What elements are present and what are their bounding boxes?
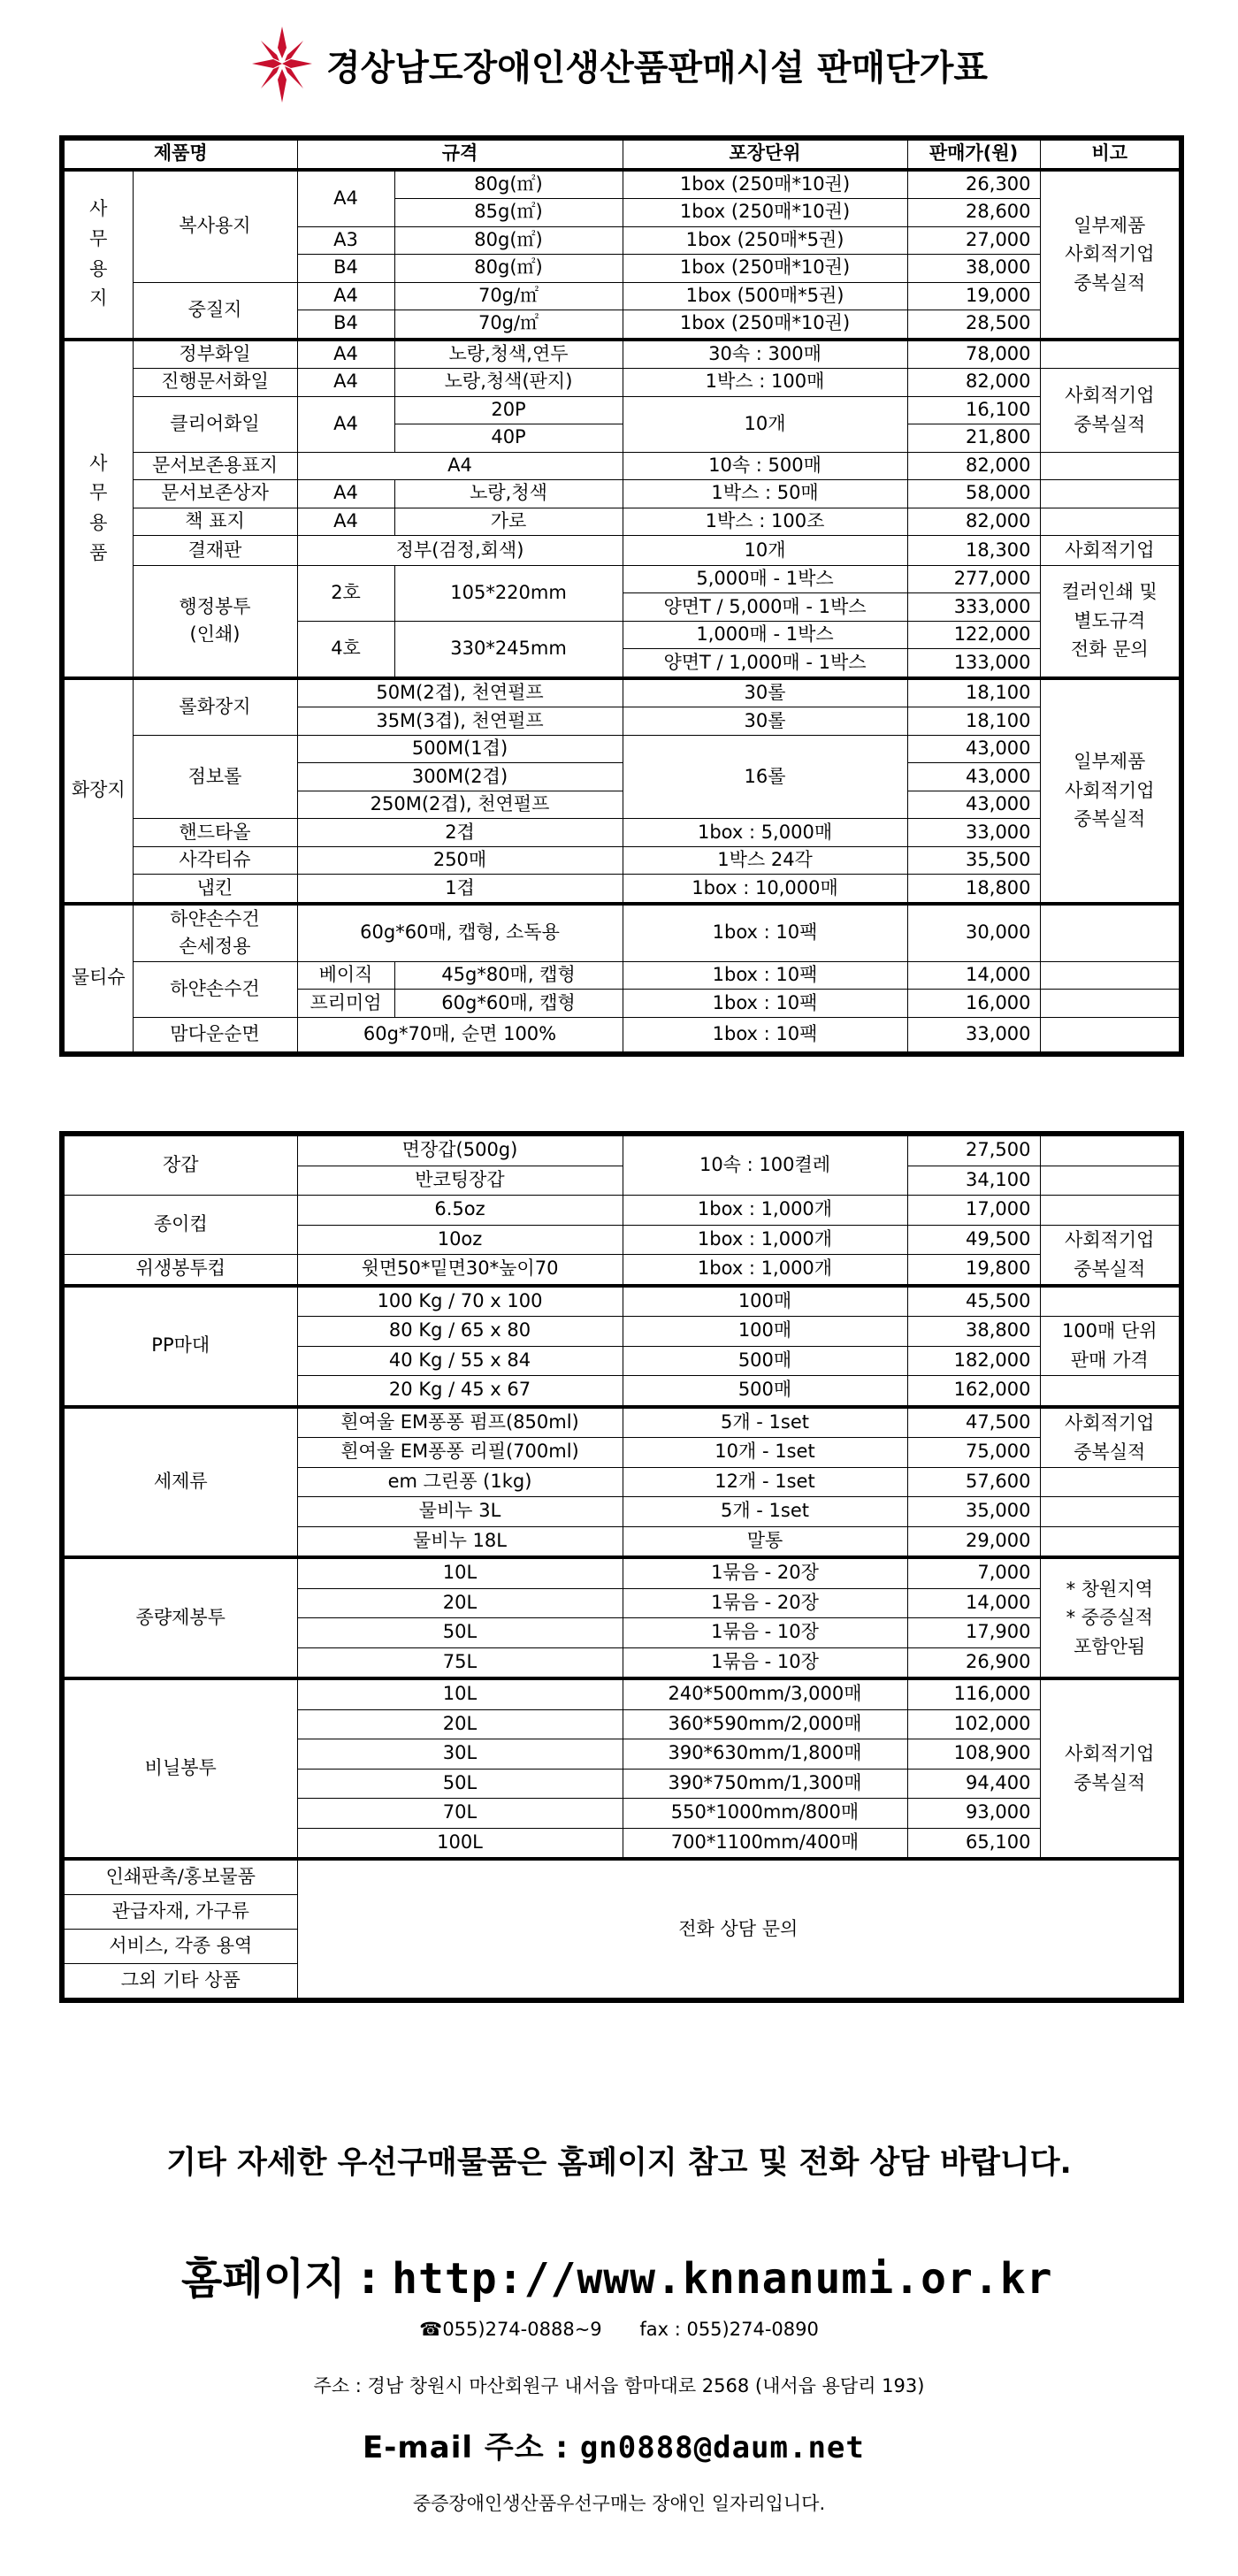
- table-row: [62, 452, 1181, 480]
- spec-cell: 20P: [394, 396, 623, 424]
- table-row: [62, 170, 1181, 199]
- spec-cell: 70g/㎡: [394, 310, 623, 340]
- price-cell: 18,800: [907, 875, 1040, 904]
- size-cell: A4: [297, 170, 394, 227]
- header-note: 비고: [1040, 138, 1181, 170]
- product-name-cell: 클리어화일: [133, 396, 297, 452]
- product-name-cell: 맘다운순면: [133, 1017, 297, 1054]
- price-cell: 82,000: [907, 452, 1040, 480]
- homepage-line: [181, 2244, 1053, 2305]
- price-cell: 14,000: [907, 961, 1040, 990]
- table-row: [62, 282, 1181, 310]
- misc-item: 인쇄판촉/홍보물품: [62, 1859, 297, 1895]
- pack-cell: 30롤: [623, 678, 907, 707]
- size-cell: A4: [297, 480, 394, 508]
- table-row: [62, 1017, 1181, 1054]
- pack-cell: 1box : 10팩: [623, 1017, 907, 1054]
- price-cell: 82,000: [907, 369, 1040, 397]
- price-cell: 35,500: [907, 846, 1040, 875]
- spec-cell: 가로: [394, 508, 623, 536]
- product-copy-paper: 복사용지: [133, 170, 297, 283]
- product-detergent: 세제류: [62, 1407, 297, 1558]
- price-cell: 26,900: [907, 1647, 1040, 1678]
- spec-cell: 물비누 3L: [297, 1497, 623, 1527]
- note-cell: [1040, 508, 1181, 536]
- spec-cell: 20L: [297, 1588, 623, 1618]
- pack-cell: 1box (250매*10권): [623, 255, 907, 283]
- price-cell: 47,500: [907, 1407, 1040, 1438]
- table-row: [62, 536, 1181, 566]
- spec-cell: A4: [297, 452, 623, 480]
- spec-cell: 30L: [297, 1739, 623, 1770]
- product-name-cell: 결재판: [133, 536, 297, 566]
- spec-cell: 50L: [297, 1618, 623, 1648]
- spec-cell: 250M(2겹), 천연펄프: [297, 791, 623, 819]
- homepage-link[interactable]: http://www.knnanumi.or.kr: [392, 2254, 1053, 2304]
- price-cell: 277,000: [907, 565, 1040, 593]
- size-cell: A4: [297, 369, 394, 397]
- pack-cell: 1box : 5,000매: [623, 819, 907, 847]
- spec-cell: 10L: [297, 1678, 623, 1709]
- email-label: E-mail 주소 :: [363, 2430, 580, 2465]
- spec-cell: 45g*80매, 캡형: [394, 961, 623, 990]
- size-cell: 2호: [297, 565, 394, 621]
- size-cell: B4: [297, 310, 394, 340]
- email-line: [363, 2423, 865, 2466]
- pack-cell: 1box : 10팩: [623, 990, 907, 1018]
- spec-cell: 100L: [297, 1828, 623, 1859]
- header-pack-unit: 포장단위: [623, 138, 907, 170]
- note-cell: [1040, 1286, 1181, 1317]
- grade-cell: 베이직: [297, 961, 394, 990]
- table-row: [62, 1678, 1181, 1709]
- size-cell: A4: [297, 508, 394, 536]
- spec-cell: em 그린퐁 (1kg): [297, 1467, 623, 1497]
- table-row: [62, 1134, 1181, 1166]
- pack-cell: 말통: [623, 1526, 907, 1557]
- spec-cell: 흰여울 EM퐁퐁 펌프(850ml): [297, 1407, 623, 1438]
- spec-cell: 100 Kg / 70 x 100: [297, 1286, 623, 1317]
- pack-cell: 양면T / 1,000매 - 1박스: [623, 649, 907, 678]
- pack-cell: 1box (250매*5권): [623, 226, 907, 255]
- pack-cell: 10개 - 1set: [623, 1438, 907, 1468]
- spec-cell: 60g*70매, 순면 100%: [297, 1017, 623, 1054]
- pack-cell: 1box : 1,000개: [623, 1225, 907, 1255]
- table-row: [62, 819, 1181, 847]
- note-cell: 사회적기업 중복실적: [1040, 369, 1181, 453]
- table-row: [62, 396, 1181, 424]
- pack-cell: 1박스 : 50매: [623, 480, 907, 508]
- note-cell: 일부제품 사회적기업 중복실적: [1040, 170, 1181, 340]
- table-row: [62, 1859, 1181, 1895]
- spec-cell: 10oz: [297, 1225, 623, 1255]
- spec-cell: 80g(㎡): [394, 226, 623, 255]
- spec-cell: 20 Kg / 45 x 67: [297, 1376, 623, 1407]
- spec-cell: 노랑,청색: [394, 480, 623, 508]
- spec-cell: 50L: [297, 1769, 623, 1799]
- note-cell: [1040, 1467, 1181, 1497]
- pack-cell: 500매: [623, 1346, 907, 1376]
- price-cell: 102,000: [907, 1709, 1040, 1739]
- price-cell: 43,000: [907, 735, 1040, 763]
- table-row: [62, 565, 1181, 593]
- page-header: [0, 16, 1238, 113]
- pack-cell: 1박스 : 100매: [623, 369, 907, 397]
- footer-message: 기타 자세한 우선구매물품은 홈페이지 참고 및 전화 상담 바랍니다.: [166, 2145, 1072, 2181]
- note-cell: 사회적기업 중복실적: [1040, 1225, 1181, 1286]
- pack-cell: 1box (250매*10권): [623, 199, 907, 227]
- product-name-cell: 문서보존용표지: [133, 452, 297, 480]
- note-cell: 사회적기업 중복실적: [1040, 1678, 1181, 1859]
- pack-cell: 700*1100mm/400매: [623, 1828, 907, 1859]
- price-cell: 162,000: [907, 1376, 1040, 1407]
- table-row: [62, 1407, 1181, 1438]
- price-table-2: [59, 1131, 1184, 2003]
- note-cell: [1040, 1166, 1181, 1196]
- price-cell: 38,800: [907, 1317, 1040, 1347]
- product-name-cell: 냅킨: [133, 875, 297, 904]
- spec-cell: 105*220mm: [394, 565, 623, 621]
- spec-cell: 70L: [297, 1799, 623, 1829]
- price-cell: 18,100: [907, 707, 1040, 736]
- spec-cell: 500M(1겹): [297, 735, 623, 763]
- table-row: [62, 1255, 1181, 1286]
- spec-cell: 2겹: [297, 819, 623, 847]
- table-row: [62, 369, 1181, 397]
- price-cell: 65,100: [907, 1828, 1040, 1859]
- pack-cell: 1box (250매*10권): [623, 310, 907, 340]
- spec-cell: 1겹: [297, 875, 623, 904]
- spec-cell: 면장갑(500g): [297, 1134, 623, 1166]
- note-cell: [1040, 340, 1181, 369]
- price-cell: 49,500: [907, 1225, 1040, 1255]
- address: 주소 : 경남 창원시 마산회원구 내서읍 함마대로 2568 (내서읍 용담리 193): [313, 2375, 925, 2396]
- spec-cell: 10L: [297, 1557, 623, 1588]
- note-cell: 사회적기업: [1040, 536, 1181, 566]
- spec-cell: 흰여울 EM퐁퐁 리필(700ml): [297, 1438, 623, 1468]
- note-cell: [1040, 961, 1181, 990]
- spec-cell: 60g*60매, 캡형: [394, 990, 623, 1018]
- pack-cell: 1box : 10팩: [623, 904, 907, 962]
- table-row: [62, 875, 1181, 904]
- price-cell: 27,000: [907, 226, 1040, 255]
- price-table-1: [59, 135, 1184, 1057]
- price-cell: 28,600: [907, 199, 1040, 227]
- spec-cell: 윗면50*밑면30*높이70: [297, 1255, 623, 1286]
- table-row: [62, 678, 1181, 707]
- product-volume-bag: 종량제봉투: [62, 1557, 297, 1678]
- spec-cell: 6.5oz: [297, 1196, 623, 1226]
- pack-cell: 390*630mm/1,800매: [623, 1739, 907, 1770]
- price-cell: 18,300: [907, 536, 1040, 566]
- pack-cell: 500매: [623, 1376, 907, 1407]
- size-cell: 4호: [297, 621, 394, 678]
- pack-cell: 30롤: [623, 707, 907, 736]
- spec-cell: 60g*60매, 캡형, 소독용: [297, 904, 623, 962]
- size-cell: A3: [297, 226, 394, 255]
- note-cell: [1040, 904, 1181, 962]
- price-cell: 28,500: [907, 310, 1040, 340]
- price-cell: 27,500: [907, 1134, 1040, 1166]
- pack-cell: 12개 - 1set: [623, 1467, 907, 1497]
- price-cell: 33,000: [907, 819, 1040, 847]
- pack-cell: 1묶음 - 10장: [623, 1618, 907, 1648]
- price-cell: 14,000: [907, 1588, 1040, 1618]
- price-cell: 108,900: [907, 1739, 1040, 1770]
- pack-cell: 1묶음 - 20장: [623, 1557, 907, 1588]
- spec-cell: 반코팅장갑: [297, 1166, 623, 1196]
- product-vinyl-bag: 비닐봉투: [62, 1678, 297, 1859]
- pack-cell: 100매: [623, 1286, 907, 1317]
- size-cell: A4: [297, 282, 394, 310]
- misc-note: 전화 상담 문의: [297, 1859, 1181, 2000]
- pack-cell: 10속 : 100켤레: [623, 1134, 907, 1196]
- pack-cell: 1묶음 - 20장: [623, 1588, 907, 1618]
- pack-cell: 5개 - 1set: [623, 1407, 907, 1438]
- price-cell: 94,400: [907, 1769, 1040, 1799]
- spec-cell: 300M(2겹): [297, 763, 623, 791]
- table-row: [62, 846, 1181, 875]
- price-cell: 17,000: [907, 1196, 1040, 1226]
- page-title: 경상남도장애인생산품판매시설 판매단가표: [325, 47, 989, 88]
- spec-cell: 정부(검정,회색): [297, 536, 623, 566]
- price-cell: 133,000: [907, 649, 1040, 678]
- pack-cell: 1box : 1,000개: [623, 1255, 907, 1286]
- product-name-cell: 진행문서화일: [133, 369, 297, 397]
- price-cell: 19,800: [907, 1255, 1040, 1286]
- price-cell: 34,100: [907, 1166, 1040, 1196]
- slogan: 중증장애인생산품우선구매는 장애인 일자리입니다.: [412, 2493, 826, 2514]
- note-cell: 컬러인쇄 및 별도규격 전화 문의: [1040, 565, 1181, 678]
- price-cell: 38,000: [907, 255, 1040, 283]
- note-cell: 사회적기업 중복실적: [1040, 1407, 1181, 1468]
- spec-cell: 70g/㎡: [394, 282, 623, 310]
- pack-cell: 5,000매 - 1박스: [623, 565, 907, 593]
- note-cell: [1040, 480, 1181, 508]
- note-cell: 100매 단위 판매 가격: [1040, 1317, 1181, 1376]
- table-row: [62, 1557, 1181, 1588]
- pack-cell: 1,000매 - 1박스: [623, 621, 907, 649]
- price-cell: 16,000: [907, 990, 1040, 1018]
- product-name-cell: 사각티슈: [133, 846, 297, 875]
- category-office-products: 사 무 용 품: [62, 340, 133, 678]
- price-cell: 35,000: [907, 1497, 1040, 1527]
- pack-cell: 360*590mm/2,000매: [623, 1709, 907, 1739]
- contact-line: [0, 2319, 1238, 2340]
- spec-cell: 노랑,청색,연두: [394, 340, 623, 369]
- price-cell: 29,000: [907, 1526, 1040, 1557]
- price-cell: 57,600: [907, 1467, 1040, 1497]
- pack-cell: 10개: [623, 396, 907, 452]
- email-link[interactable]: gn0888@daum.net: [579, 2430, 865, 2465]
- pack-cell: 16롤: [623, 735, 907, 819]
- note-cell: [1040, 1376, 1181, 1407]
- price-cell: 43,000: [907, 763, 1040, 791]
- pack-cell: 390*750mm/1,300매: [623, 1769, 907, 1799]
- note-cell: [1040, 1017, 1181, 1054]
- spec-cell: 35M(3겹), 천연펄프: [297, 707, 623, 736]
- pack-cell: 1box (250매*10권): [623, 170, 907, 199]
- spec-cell: 330*245mm: [394, 621, 623, 678]
- pack-cell: 1box : 10,000매: [623, 875, 907, 904]
- price-cell: 82,000: [907, 508, 1040, 536]
- size-cell: A4: [297, 396, 394, 452]
- product-envelope: 행정봉투 (인쇄): [133, 565, 297, 678]
- product-gloves: 장갑: [62, 1134, 297, 1196]
- spec-cell: 80g(㎡): [394, 170, 623, 199]
- table-row: [62, 508, 1181, 536]
- table-row: [62, 340, 1181, 369]
- product-paper-cup: 종이컵: [62, 1196, 297, 1255]
- product-name-cell: 하얀손수건 손세정용: [133, 904, 297, 962]
- pack-cell: 5개 - 1set: [623, 1497, 907, 1527]
- price-cell: 45,500: [907, 1286, 1040, 1317]
- product-name-cell: 책 표지: [133, 508, 297, 536]
- caritas-cross-logo-icon: [250, 25, 314, 104]
- homepage-label: 홈페이지 :: [181, 2254, 393, 2304]
- pack-cell: 10속 : 500매: [623, 452, 907, 480]
- size-cell: A4: [297, 340, 394, 369]
- product-pp-bag: PP마대: [62, 1286, 297, 1407]
- spec-cell: 50M(2겹), 천연펄프: [297, 678, 623, 707]
- price-cell: 116,000: [907, 1678, 1040, 1709]
- table-row: [62, 904, 1181, 962]
- category-wet-tissue: 물티슈: [62, 904, 133, 1054]
- misc-item: 그외 기타 상품: [62, 1964, 297, 2001]
- price-cell: 30,000: [907, 904, 1040, 962]
- price-cell: 26,300: [907, 170, 1040, 199]
- price-cell: 21,800: [907, 424, 1040, 453]
- header-product-name: 제품명: [62, 138, 297, 170]
- note-cell: [1040, 1196, 1181, 1226]
- spec-cell: 노랑,청색(판지): [394, 369, 623, 397]
- pack-cell: 1box (500매*5권): [623, 282, 907, 310]
- pack-cell: 550*1000mm/800매: [623, 1799, 907, 1829]
- note-cell: [1040, 990, 1181, 1018]
- price-cell: 33,000: [907, 1017, 1040, 1054]
- table-row: [62, 735, 1181, 763]
- product-roll-tissue: 롤화장지: [133, 678, 297, 736]
- product-name-cell: 정부화일: [133, 340, 297, 369]
- phone-number: ☎055)274-0888~9: [419, 2319, 602, 2340]
- price-cell: 182,000: [907, 1346, 1040, 1376]
- price-cell: 7,000: [907, 1557, 1040, 1588]
- note-cell: [1040, 1497, 1181, 1527]
- note-cell: [1040, 452, 1181, 480]
- price-cell: 93,000: [907, 1799, 1040, 1829]
- note-cell: * 창원지역 * 중증실적 포함안됨: [1040, 1557, 1181, 1678]
- header-spec: 규격: [297, 138, 623, 170]
- pack-cell: 10개: [623, 536, 907, 566]
- category-tissue: 화장지: [62, 678, 133, 904]
- table-row: [62, 1196, 1181, 1226]
- misc-item: 서비스, 각종 용역: [62, 1930, 297, 1964]
- spec-cell: 물비누 18L: [297, 1526, 623, 1557]
- price-cell: 43,000: [907, 791, 1040, 819]
- pack-cell: 100매: [623, 1317, 907, 1347]
- spec-cell: 40P: [394, 424, 623, 453]
- pack-cell: 1box : 1,000개: [623, 1196, 907, 1226]
- table-row: [62, 1286, 1181, 1317]
- price-cell: 58,000: [907, 480, 1040, 508]
- spec-cell: 250매: [297, 846, 623, 875]
- size-cell: B4: [297, 255, 394, 283]
- spec-cell: 85g(㎡): [394, 199, 623, 227]
- price-cell: 333,000: [907, 593, 1040, 622]
- note-cell: [1040, 1134, 1181, 1166]
- product-middle-paper: 중질지: [133, 282, 297, 340]
- product-jumbo-roll: 점보롤: [133, 735, 297, 819]
- pack-cell: 1박스 : 100조: [623, 508, 907, 536]
- header-price: 판매가(원): [907, 138, 1040, 170]
- category-office-paper: 사 무 용 지: [62, 170, 133, 340]
- product-name-cell: 문서보존상자: [133, 480, 297, 508]
- spec-cell: 40 Kg / 55 x 84: [297, 1346, 623, 1376]
- pack-cell: 30속 : 300매: [623, 340, 907, 369]
- price-cell: 78,000: [907, 340, 1040, 369]
- price-cell: 122,000: [907, 621, 1040, 649]
- product-name-cell: 위생봉투컵: [62, 1255, 297, 1286]
- price-cell: 19,000: [907, 282, 1040, 310]
- misc-item: 관급자재, 가구류: [62, 1895, 297, 1930]
- note-cell: 일부제품 사회적기업 중복실적: [1040, 678, 1181, 904]
- price-cell: 75,000: [907, 1438, 1040, 1468]
- pack-cell: 1묶음 - 10장: [623, 1647, 907, 1678]
- price-cell: 16,100: [907, 396, 1040, 424]
- pack-cell: 1박스 24각: [623, 846, 907, 875]
- grade-cell: 프리미엄: [297, 990, 394, 1018]
- pack-cell: 양면T / 5,000매 - 1박스: [623, 593, 907, 622]
- spec-cell: 75L: [297, 1647, 623, 1678]
- spec-cell: 20L: [297, 1709, 623, 1739]
- table-row: [62, 961, 1181, 990]
- pack-cell: 240*500mm/3,000매: [623, 1678, 907, 1709]
- product-name-cell: 핸드타올: [133, 819, 297, 847]
- pack-cell: 1box : 10팩: [623, 961, 907, 990]
- price-cell: 18,100: [907, 678, 1040, 707]
- spec-cell: 80g(㎡): [394, 255, 623, 283]
- fax-number: fax : 055)274-0890: [639, 2319, 819, 2340]
- spec-cell: 80 Kg / 65 x 80: [297, 1317, 623, 1347]
- note-cell: [1040, 1526, 1181, 1557]
- table-row: [62, 480, 1181, 508]
- price-cell: 17,900: [907, 1618, 1040, 1648]
- table-header-row: [62, 138, 1181, 170]
- product-hayan-towel: 하얀손수건: [133, 961, 297, 1017]
